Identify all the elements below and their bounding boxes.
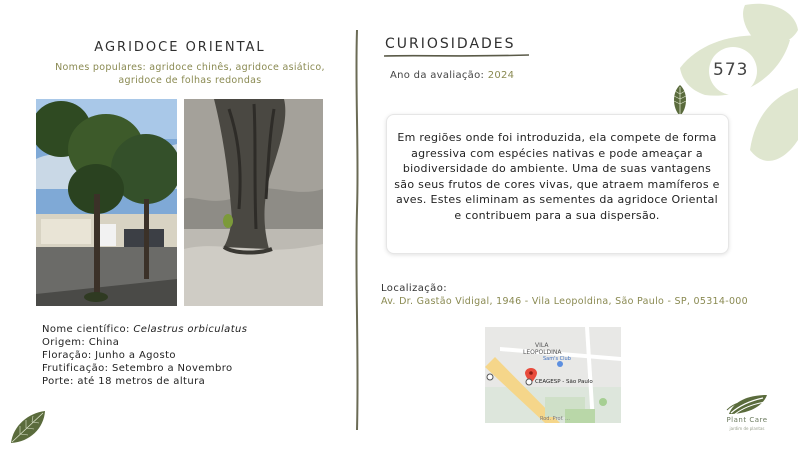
evaluation-year — [390, 70, 514, 81]
fruiting: Frutificação: Setembro a Novembro — [42, 363, 233, 374]
vertical-divider — [352, 30, 362, 430]
popular-names: Nomes populares: agridoce chinês, agridoce asiático, agridoce de folhas redondas — [55, 62, 325, 86]
location-map[interactable] — [485, 327, 621, 423]
flowering: Floração: Junho a Agosto — [42, 350, 176, 361]
plant-title: AGRIDOCE ORIENTAL — [94, 40, 266, 55]
evaluation-year-value: 2024 — [487, 70, 515, 81]
plant-details — [42, 323, 247, 388]
scientific-name: Celastrus orbiculatus — [133, 324, 248, 335]
trunk-photo — [184, 99, 323, 306]
map-district-1: VILA — [535, 342, 549, 349]
map-store-label: Sam's Club — [543, 356, 571, 362]
tree-photo — [36, 99, 177, 306]
plant-number: 573 — [713, 60, 749, 80]
brand-name: Plant Care — [726, 416, 768, 424]
map-marker-label: CEAGESP - São Paulo — [535, 379, 593, 385]
leaf-icon — [671, 84, 689, 118]
plant-care-logo-icon — [725, 392, 769, 416]
origin: Origem: China — [42, 337, 120, 348]
curiosities-title: CURIOSIDADES — [385, 36, 516, 52]
title-underline — [384, 53, 529, 59]
map-road-label: Rod. Prof. ... — [540, 416, 570, 422]
map-district-2: LEOPOLDINA — [523, 349, 562, 356]
location-label: Localização: — [381, 283, 447, 294]
curiosity-text: Em regiões onde foi introduzida, ela compete de forma agressiva com espécies nativas e pode ameaçar a biodiversidade do ambiente. Uma de suas vantagens são seus frutos de cores vivas, que atraem mamíferos e aves. Estes eliminam as sementes da agridoce Oriental e contribuem para a sua dispersão. — [394, 131, 720, 222]
brand-tagline: jardim de plantas — [729, 426, 765, 431]
scientific-name-label: Nome científico: — [42, 324, 134, 335]
location-address: Av. Dr. Gastão Vidigal, 1946 - Vila Leopoldina, São Paulo - SP, 05314-000 — [381, 296, 748, 307]
size: Porte: até 18 metros de altura — [42, 376, 206, 387]
leaf-decoration-bottom-left — [8, 408, 48, 446]
evaluation-year-label: Ano da avaliação: — [390, 70, 488, 81]
